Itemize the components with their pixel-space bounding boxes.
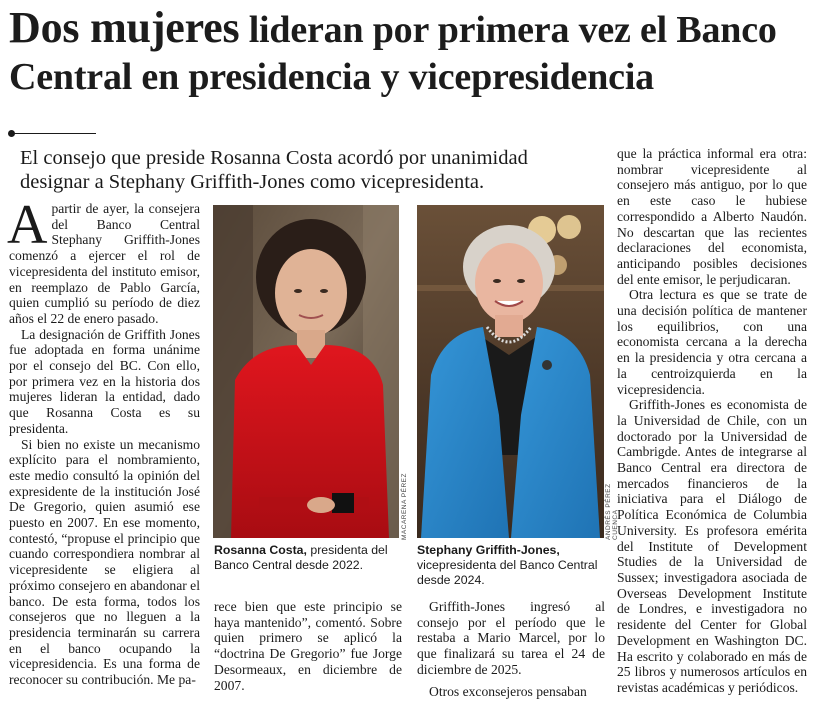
caption-text: presidenta del Banco Central desde 2022.: [214, 543, 388, 572]
photo-credit: ANDRÉS PÉREZ CUENCA: [605, 483, 619, 540]
photo-rosanna-costa: [213, 205, 399, 538]
paragraph: Griffith-Jones es economista de la Universidad de Chile, con un doctorado por la Universidad de Cambrigde. Antes de integrarse al Banco Central era directora de mercados financieros de la iniciativa para el Diálogo de Política Económica de Columbia University. Es profesora emérita del Institute of Development Studies de la Universidad de Sussex; investigadora asociada de Overseas Development Institute de Londres, e investigadora no residente del Center for Global Development en Washington DC. Ha escrito y colaborado en más de 25 libros y numerosos artículos en revistas académicas y periódicos.: [617, 397, 807, 695]
paragraph: [7, 194, 200, 327]
caption-text: vicepresidenta del Banco Central desde 2024.: [417, 558, 598, 587]
caption-stephany-griffith-jones: [417, 543, 607, 588]
paragraph: rece bien que este principio se haya mantenido”, comentó. Sobre quien primero se aplicó la “doctrina De Gregorio” fue Jorge Desormeaux, en diciembre de 2007.: [214, 599, 402, 693]
column-4: [617, 146, 807, 696]
drop-cap: A: [7, 194, 48, 256]
caption-name: Stephany Griffith-Jones,: [417, 543, 560, 557]
paragraph: Otra lectura es que se trate de una decisión política de mantener los equilibrios, con una economista cercana a la derecha en la presidencia y otra cercana a la centroizquierda en la vicepresidencia.: [617, 287, 807, 397]
headline-bold: Dos mujeres: [9, 3, 240, 52]
headline-rest: lideran por primera vez el Banco Central en presidencia y vicepresidencia: [9, 9, 777, 98]
photo-credit: MACARENA PÉREZ: [401, 473, 408, 540]
column-1: [7, 194, 200, 688]
paragraph: Griffith-Jones ingresó al consejo por el período que le restaba a Mario Marcel, por lo que finalizará su tarea el 24 de diciembre de 2025.: [417, 599, 605, 677]
paragraph: que la práctica informal era otra: nombrar vicepresidente al consejero más antiguo, por lo que en este caso le hubiese correspondido a Alberto Naudón. No descartan que las recientes declaraciones del economista, anticipando posibles decisiones del ente emisor, le perjudicaran.: [617, 146, 807, 287]
paragraph: Otros exconsejeros pensaban: [429, 683, 587, 699]
column-3: [417, 599, 605, 699]
paragraph: La designación de Griffith Jones fue adoptada en forma unánime por el consejo del BC. Con ello, por primera vez en la historia dos mujeres lideran la entidad, dado que Rosanna Costa es su presidenta.: [9, 326, 200, 436]
paragraph-text: partir de ayer, la consejera del Banco Central Stephany Griffith-Jones comenzó a ejercer el rol de vicepresidenta del instituto emisor, en reemplazo de Pablo García, quien cumplió su período de diez años el 22 de enero pasado.: [9, 201, 200, 326]
paragraph: Si bien no existe un mecanismo explícito para el nombramiento, este medio consultó la opinión del expresidente de la institución José De Gregorio, quien asumió ese puesto en 2007. En ese momento, contestó, “propuse el principio que cuando correspondiera nombrar al vicepresidente se eligiera al próximo consejero en abandonar el banco. De esta forma, todos los consejeros que no lleguen a la presidencia terminarán su carrera en el banco ocupando la vicepresidencia. Es una forma de reconocer su contribución. Me pa-: [9, 436, 200, 688]
divider-rule: [12, 133, 96, 134]
deck: El consejo que preside Rosanna Costa acordó por unanimidad designar a Stephany Griffith-Jones como vicepresidenta.: [20, 147, 528, 193]
column-2: [214, 599, 402, 693]
caption-rosanna-costa: [214, 543, 404, 573]
caption-name: Rosanna Costa,: [214, 543, 307, 557]
headline: [9, 4, 814, 101]
photo-stephany-griffith-jones: [417, 205, 604, 538]
